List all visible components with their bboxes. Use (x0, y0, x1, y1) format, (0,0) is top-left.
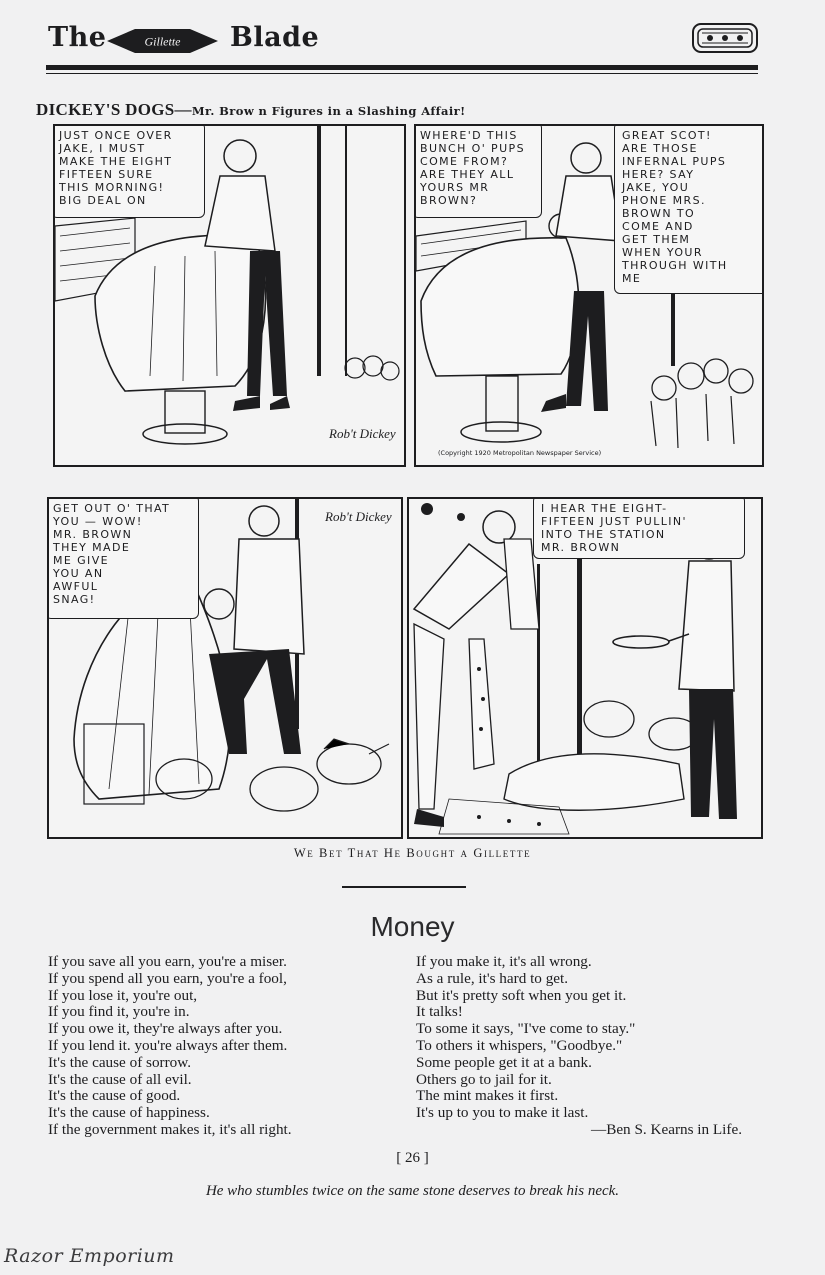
comic-panel-1 (53, 124, 406, 467)
poem-line: If you spend all you earn, you're a fool, (48, 969, 287, 987)
speech-balloon-4-text: GET OUT O' THAT YOU — WOW! MR. BROWN THEY MADE ME GIVE YOU AN AWFUL SNAG! (53, 502, 171, 606)
poem-line: It's the cause of happiness. (48, 1104, 210, 1122)
speech-balloon-5-text: I HEAR THE EIGHT- FIFTEEN JUST PULLIN' INTO THE STATION MR. BROWN (541, 502, 687, 554)
poem-line: The mint makes it first. (416, 1087, 559, 1105)
poem-line: It's the cause of good. (48, 1087, 181, 1105)
strip-subtitle: Mr. Brow n Figures in a Slashing Affair! (191, 104, 466, 118)
poem-line: To others it whispers, "Goodbye." (416, 1036, 623, 1054)
poem-line: If you save all you earn, you're a miser. (48, 953, 287, 970)
razor-blade-icon (690, 18, 760, 58)
poem-line: If the government makes it, it's all right. (48, 1120, 292, 1138)
comic-panel-4 (407, 497, 763, 839)
poem-line: If you owe it, they're always after you. (48, 1020, 283, 1038)
poem-line: If you lose it, you're out, (48, 986, 198, 1004)
poem-attribution: —Ben S. Kearns in Life. (591, 1120, 742, 1138)
poem-line: It's the cause of sorrow. (48, 1053, 192, 1071)
poem-line: It talks! (416, 1003, 463, 1021)
speech-balloon-1-text: JUST ONCE OVER JAKE, I MUST MAKE THE EIGHT FIFTEEN SURE THIS MORNING! BIG DEAL ON (59, 129, 173, 207)
poem-line: If you lend it. you're always after them. (48, 1036, 288, 1054)
logo-text: Gillette (144, 34, 181, 49)
poem-line: Others go to jail for it. (416, 1070, 552, 1088)
speech-balloon-2-text: WHERE'D THIS BUNCH O' PUPS COME FROM? ARE THEY ALL YOURS MR BROWN? (420, 129, 525, 207)
section-divider (342, 886, 466, 888)
poem-line: If you find it, you're in. (48, 1003, 190, 1021)
poem-line: It's up to you to make it last. (416, 1104, 589, 1122)
comic-panel-2 (414, 124, 764, 467)
strip-title-text: DICKEY'S DOGS (36, 100, 175, 119)
speech-balloon-3-text: GREAT SCOT! ARE THOSE INFERNAL PUPS HERE? SAY JAKE, YOU PHONE MRS. BROWN TO COME AND GET THEM WHEN YOUR THROUGH WITH ME (622, 129, 728, 285)
page-number: [ 26 ] (396, 1150, 429, 1166)
poem-line: But it's pretty soft when you get it. (416, 986, 627, 1004)
masthead-rule (46, 65, 758, 70)
masthead-the: The (48, 22, 107, 53)
poem-line: To some it says, "I've come to stay." (416, 1020, 636, 1038)
poem-line: It's the cause of all evil. (48, 1070, 192, 1088)
page-motto: He who stumbles twice on the same stone deserves to break his neck. (205, 1183, 620, 1199)
copyright-notice: (Copyright 1920 Metropolitan Newspaper Service) (438, 449, 602, 457)
poem-right-column (416, 954, 742, 1139)
strip-title: DICKEY'S DOGS—Mr. Brow n Figures in a Slashing Affair! (36, 100, 466, 119)
artist-signature: Rob't Dickey (325, 509, 392, 524)
artist-signature: Rob't Dickey (329, 426, 396, 441)
masthead-blade: Blade (230, 22, 320, 53)
masthead-rule-thin (46, 73, 758, 74)
watermark: Razor Emporium (4, 1245, 175, 1267)
poem-left-column (48, 954, 292, 1139)
poem-line: Some people get it at a bank. (416, 1053, 592, 1071)
comic-panel-3 (47, 497, 403, 839)
poem-title: Money (370, 911, 455, 942)
gillette-logo (105, 26, 220, 56)
poem-line: If you make it, it's all wrong. (416, 953, 592, 970)
poem-line: As a rule, it's hard to get. (416, 969, 569, 987)
strip-caption: We Bet That He Bought a Gillette (293, 846, 532, 860)
